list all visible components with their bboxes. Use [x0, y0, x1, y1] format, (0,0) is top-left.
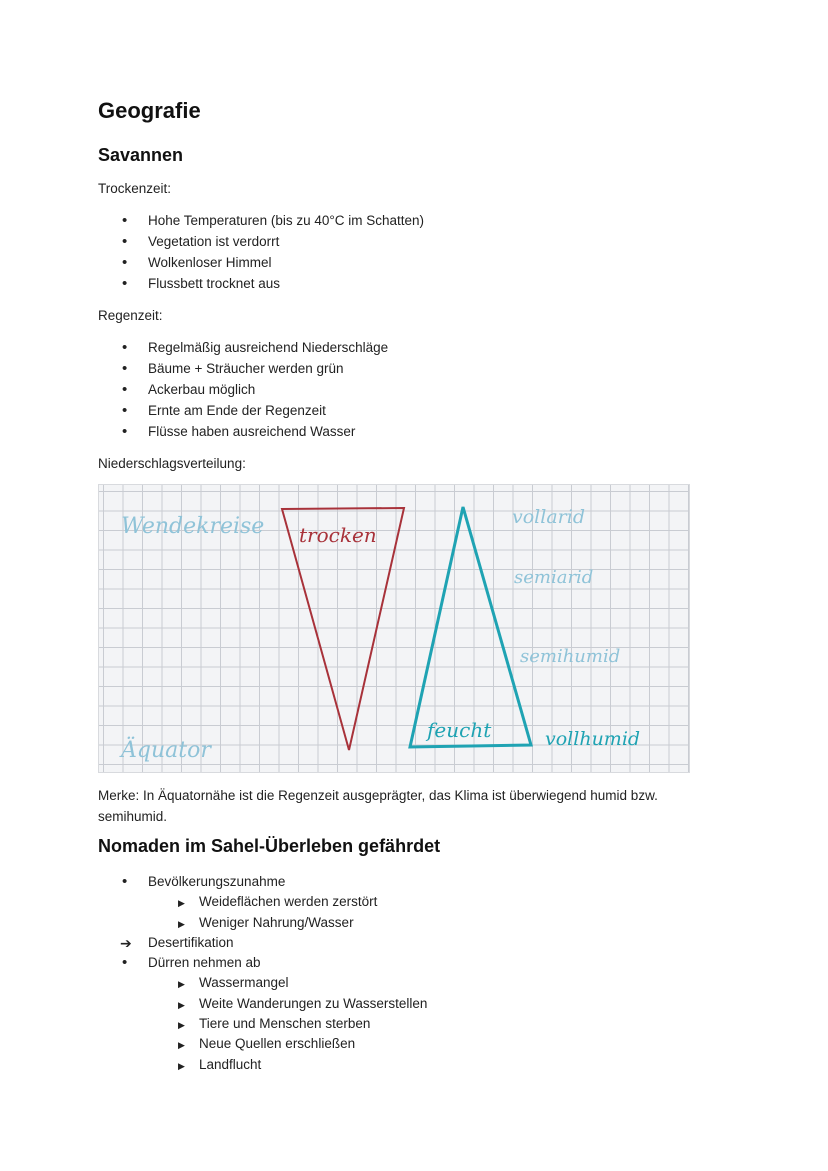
trockenzeit-list: [98, 210, 424, 294]
list-item: • Bäume + Sträucher werden grün: [98, 358, 388, 379]
list-item: ▶ Weite Wanderungen zu Wasserstellen: [98, 994, 427, 1014]
triangle-bullet-icon: ▶: [178, 1020, 185, 1031]
list-item: • Hohe Temperaturen (bis zu 40°C im Schatten): [98, 210, 424, 231]
list-item: ▶ Neue Quellen erschließen: [98, 1034, 427, 1054]
aequator-label: Äquator: [121, 738, 211, 763]
triangle-bullet-icon: ▶: [178, 999, 185, 1010]
niederschlag-label: Niederschlagsverteilung:: [98, 456, 246, 471]
list-item: ▶ Weideflächen werden zerstört: [98, 892, 427, 912]
regenzeit-list: [98, 337, 388, 442]
bullet-icon: •: [122, 873, 128, 890]
list-item: • Wolkenloser Himmel: [98, 252, 424, 273]
list-item: • Flüsse haben ausreichend Wasser: [98, 421, 388, 442]
list-item: ▶ Tiere und Menschen sterben: [98, 1014, 427, 1034]
triangle-bullet-icon: ▶: [178, 979, 185, 990]
regenzeit-label: Regenzeit:: [98, 308, 163, 323]
list-item: • Ackerbau möglich: [98, 379, 388, 400]
list-item: ➔ Desertifikation: [98, 933, 427, 953]
bullet-icon: •: [122, 954, 128, 972]
semihumid-label: semihumid: [520, 646, 621, 667]
triangle-bullet-icon: ▶: [178, 1040, 185, 1051]
humid-triangle: [410, 507, 531, 747]
page-title: Geografie: [98, 98, 201, 123]
vollarid-label: vollarid: [512, 506, 585, 528]
trockenzeit-label: Trockenzeit:: [98, 181, 172, 196]
sahel-list: [98, 872, 427, 1075]
wendekreise-label: Wendekreise: [121, 514, 265, 539]
arrow-right-icon: ➔: [120, 934, 132, 951]
list-item: • Bevölkerungszunahme: [98, 872, 427, 892]
merke-note: Merke: In Äquatornähe ist die Regenzeit ausgeprägter, das Klima ist überwiegend humid bzw. semihumid.: [98, 788, 658, 824]
list-item: • Dürren nehmen ab: [98, 953, 427, 973]
trocken-label: trocken: [299, 523, 377, 547]
triangle-bullet-icon: ▶: [178, 918, 185, 929]
precipitation-diagram: [99, 485, 689, 772]
precipitation-diagram-photo: [98, 484, 690, 773]
section-heading-savannen: Savannen: [98, 145, 184, 165]
section-heading-sahel: Nomaden im Sahel-Überleben gefährdet: [98, 836, 441, 856]
triangle-bullet-icon: ▶: [178, 898, 185, 909]
list-item: ▶ Landflucht: [98, 1055, 427, 1075]
semiarid-label: semiarid: [514, 567, 594, 588]
list-item: • Ernte am Ende der Regenzeit: [98, 400, 388, 421]
list-item: ▶ Wassermangel: [98, 973, 427, 993]
vollhumid-label: vollhumid: [545, 728, 641, 750]
triangle-bullet-icon: ▶: [178, 1060, 185, 1071]
list-item: ▶ Weniger Nahrung/Wasser: [98, 913, 427, 933]
list-item: • Flussbett trocknet aus: [98, 273, 424, 294]
feucht-label: feucht: [427, 718, 492, 742]
list-item: • Regelmäßig ausreichend Niederschläge: [98, 337, 388, 358]
list-item: • Vegetation ist verdorrt: [98, 231, 424, 252]
